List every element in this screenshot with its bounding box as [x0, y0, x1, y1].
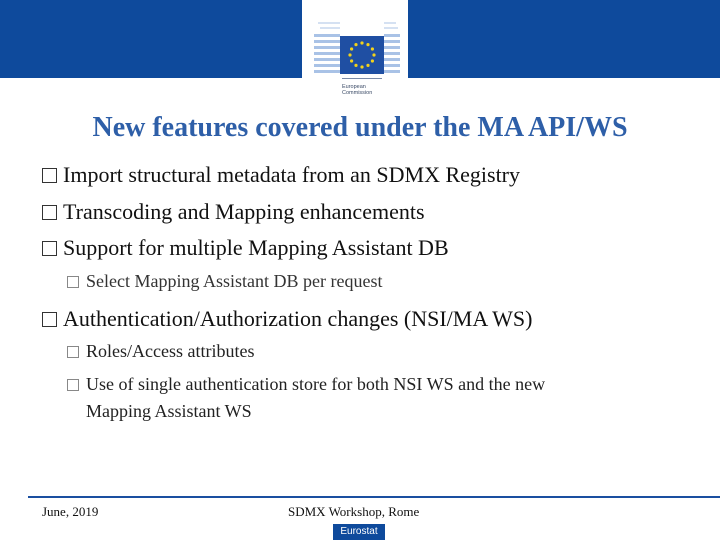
- bullet-text: Authentication/Authorization changes (NSI/MA WS): [63, 306, 533, 331]
- bullet-text: Transcoding and Mapping enhancements: [63, 199, 425, 224]
- logo-text-line1: European: [342, 84, 366, 90]
- bullet-text: Import structural metadata from an SDMX Registry: [63, 162, 521, 187]
- bullet-item: [42, 306, 532, 332]
- sub-bullet-item: [67, 374, 545, 395]
- bullet-item: [42, 162, 520, 188]
- footer-event: SDMX Workshop, Rome: [288, 504, 420, 519]
- checkbox-bullet-icon: [42, 205, 57, 220]
- footer-divider: [28, 496, 720, 498]
- footer-date: June, 2019: [42, 504, 99, 519]
- logo-text-line2: Commission: [342, 90, 373, 96]
- bullet-item: [42, 199, 425, 225]
- sub-bullet-item: [67, 341, 254, 362]
- bullet-text: Support for multiple Mapping Assistant DB: [63, 235, 449, 260]
- european-commission-logo: [302, 0, 408, 105]
- sub-bullet-text: Use of single authentication store for both NSI WS and the new: [86, 374, 546, 394]
- eurostat-badge: Eurostat: [333, 524, 385, 540]
- checkbox-bullet-icon: [67, 276, 79, 288]
- sub-bullet-continuation: Mapping Assistant WS: [86, 401, 252, 421]
- sub-bullet-item: [67, 271, 382, 292]
- checkbox-bullet-icon: [67, 346, 79, 358]
- sub-bullet-text: Select Mapping Assistant DB per request: [86, 271, 383, 291]
- slide-title: New features covered under the MA API/WS: [92, 112, 628, 143]
- checkbox-bullet-icon: [67, 379, 79, 391]
- sub-bullet-text: Roles/Access attributes: [86, 341, 255, 361]
- checkbox-bullet-icon: [42, 241, 57, 256]
- checkbox-bullet-icon: [42, 312, 57, 327]
- checkbox-bullet-icon: [42, 168, 57, 183]
- bullet-item: [42, 235, 449, 261]
